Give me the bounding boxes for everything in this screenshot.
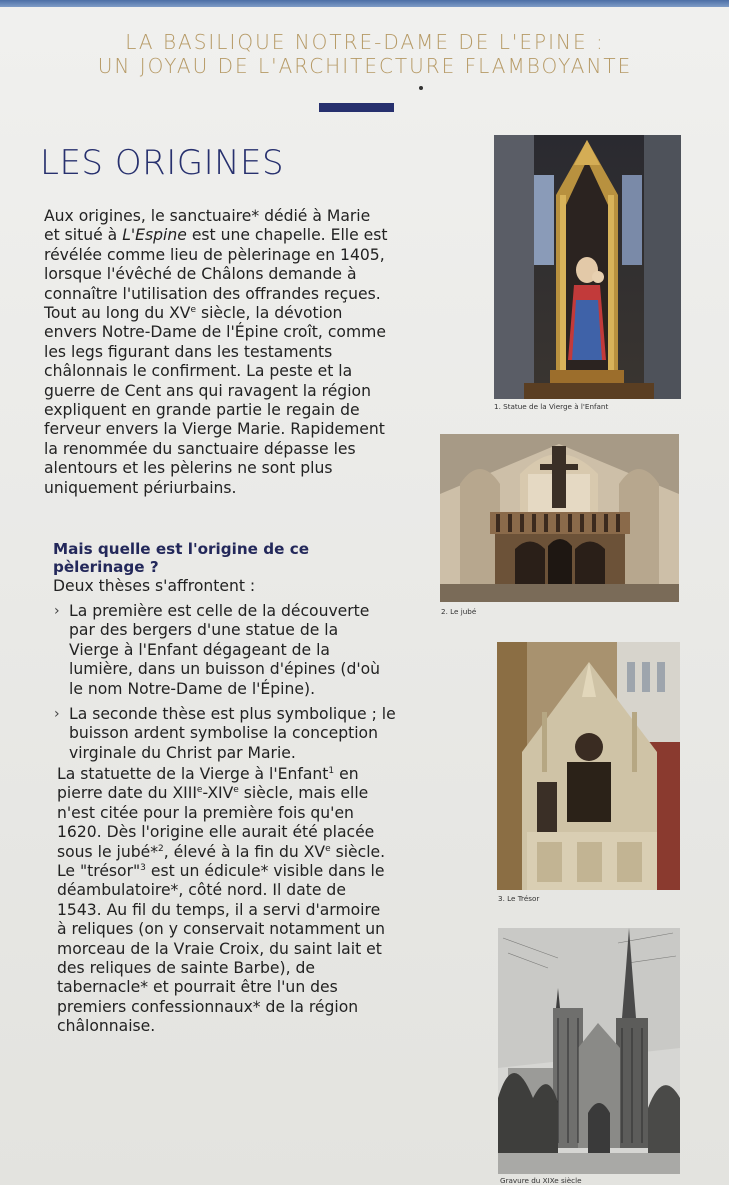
section-title: LES ORIGINES: [40, 143, 285, 183]
engraving-basilica: [498, 928, 680, 1174]
para2-text-3: -XIV: [202, 784, 234, 803]
header-title-line1: LA BASILIQUE NOTRE-DAME DE L'EPINE :: [125, 30, 605, 54]
thesis-bullet-1: [54, 602, 394, 702]
thesis-2-text: La seconde thèse est plus symbolique ; le buisson ardent symbolise la conception virginale du Christ par Marie.: [69, 705, 396, 762]
para2-sup-6: 3: [140, 862, 146, 873]
para2-text-6: siècle. Le "trésor": [57, 842, 386, 881]
para1-place-name: L'Espine: [122, 226, 187, 245]
para2-text-7: est un édicule* visible dans le déambulatoire*, côté nord. Il date de 1543. Au fil du temps, il a servi d'armoire à reliques (on y conservait notamment un morceau de la Vraie Croix, du saint lait et des reliques de sainte Barbe), de tabernacle* et pourrait être l'un des premiers confessionnaux* de la région châlonnaise.: [57, 862, 386, 1036]
para2-sup-1: 1: [328, 765, 335, 776]
bullet-chevron-icon: ›: [54, 706, 60, 722]
para1-text-b: est une chapelle. Elle est révélée comme lieu de pèlerinage en 1405, lorsque l'évêché de Châlons demande à connaître l'utilisation des offrandes reçues. Tout au long du XV: [44, 226, 388, 323]
thesis-bullet-2: [54, 705, 399, 765]
para2-text-5: , élevé à la fin du XV: [163, 842, 326, 861]
photo-virgin-statue: [494, 135, 681, 399]
para2-text-2: en pierre date du XIII: [57, 765, 359, 803]
para2-sup-4: 2: [158, 843, 164, 854]
para2-text-4: siècle, mais elle n'est citée pour la première fois qu'en 1620. Dès l'origine elle aurait été placée sous le jubé*: [57, 784, 375, 861]
header-divider-bar: [319, 103, 394, 112]
caption-photo-2: 2. Le jubé: [441, 607, 477, 616]
bullet-chevron-icon: ›: [54, 603, 60, 619]
header-dot: [419, 86, 423, 90]
para2-text-1: La statuette de la Vierge à l'Enfant: [57, 765, 329, 783]
thesis-1-text: La première est celle de la découverte par des bergers d'une statue de la Vierge à l'Enfant dégageant de la lumière, dans un buisson d'épines (d'où le nom Notre-Dame de l'Épine).: [69, 602, 381, 698]
para1-text-c: siècle, la dévotion envers Notre-Dame de l'Épine croît, comme les legs figurant dans les testaments châlonnais le confirment. La peste et la guerre de Cent ans qui ravagent la région expliquent en grande partie le regain de ferveur envers la Vierge Marie. Rapidement la renommée du sanctuaire dépasse les alentours et les pèlerins ne sont plus uniquement périurbains.: [44, 304, 386, 497]
caption-photo-4: Gravure du XIXe siècle: [500, 1176, 582, 1185]
theses-intro: Deux thèses s'affrontent :: [53, 577, 256, 595]
caption-photo-3: 3. Le Trésor: [498, 894, 540, 903]
para1-sup: e: [190, 304, 197, 315]
photo-treasure: [497, 642, 680, 890]
origins-paragraph: [44, 207, 389, 498]
photo-rood-screen: [440, 434, 679, 602]
header-title-line2: UN JOYAU DE L'ARCHITECTURE FLAMBOYANTE: [97, 54, 633, 78]
top-color-strip: [0, 0, 729, 7]
para2-sup-2: e: [196, 785, 203, 796]
pilgrimage-subheading: Mais quelle est l'origine de ce pèlerinage ?: [53, 540, 309, 576]
statuette-paragraph: [57, 765, 387, 1037]
para2-sup-3: e: [233, 785, 239, 796]
para2-sup-5: e: [325, 843, 331, 854]
para1-text-a: Aux origines, le sanctuaire* dédié à Marie et situé à: [44, 207, 371, 245]
caption-photo-1: 1. Statue de la Vierge à l'Enfant: [494, 402, 609, 411]
